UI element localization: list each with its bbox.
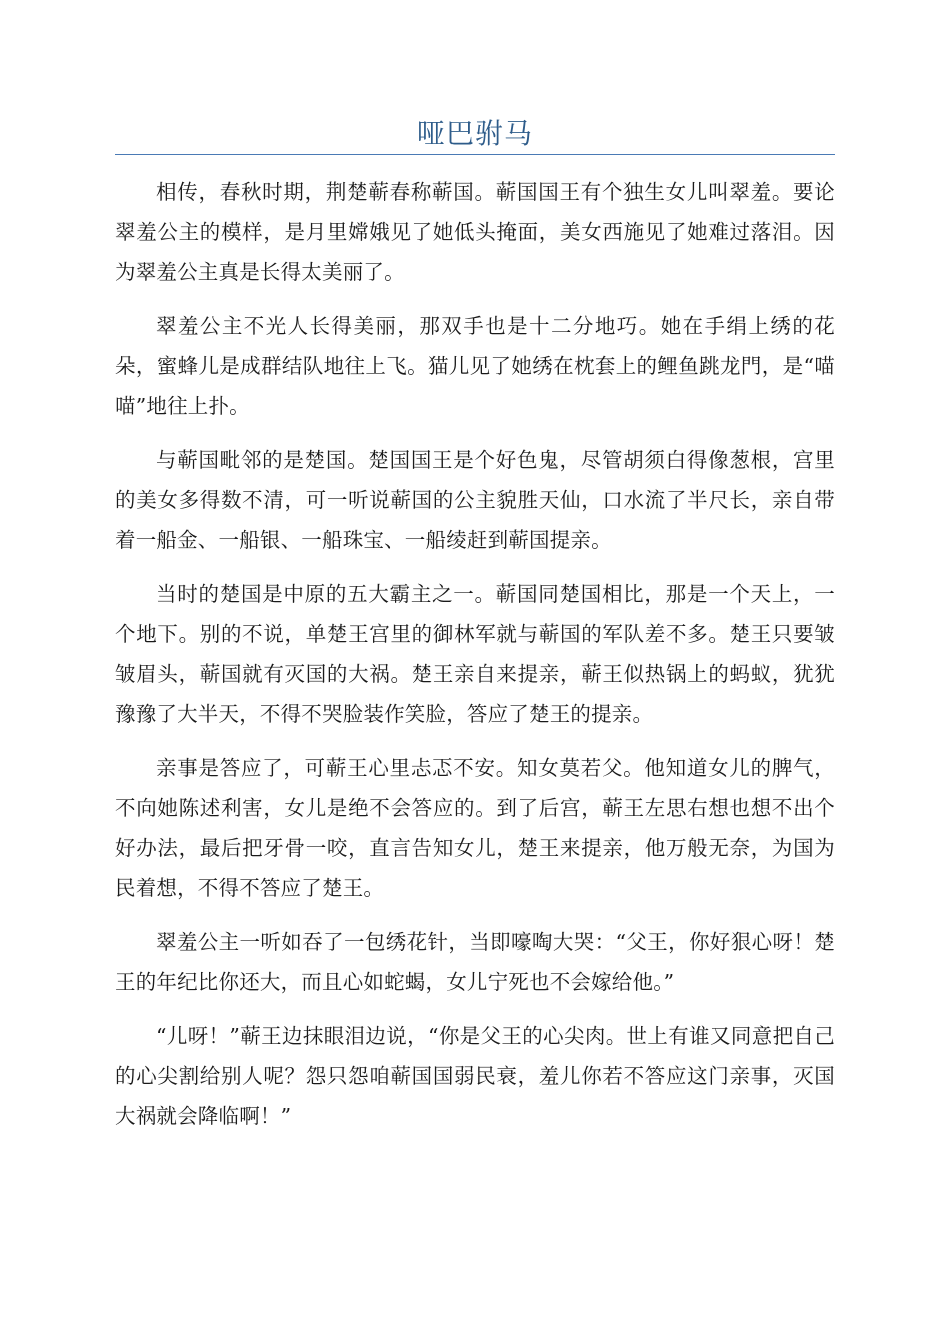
document-body xyxy=(115,172,835,1150)
paragraph: 翠羞公主一听如吞了一包绣花针，当即嚎啕大哭：“父王，你好狠心呀！楚王的年纪比你还大，而且心如蛇蝎，女儿宁死也不会嫁给他。” xyxy=(115,930,835,994)
paragraph: “儿呀！”蕲王边抹眼泪边说，“你是父王的心尖肉。世上有谁又同意把自己的心尖割给别人呢？怨只怨咱蕲国国弱民衰，羞儿你若不答应这门亲事，灭国大祸就会降临啊！” xyxy=(115,1024,835,1128)
title-underline xyxy=(115,154,835,155)
paragraph: 与蕲国毗邻的是楚国。楚国国王是个好色鬼，尽管胡须白得像葱根，宫里的美女多得数不清，可一听说蕲国的公主貌胜天仙，口水流了半尺长，亲自带着一船金、一船银、一船珠宝、一船绫赶到蕲国提亲。 xyxy=(115,448,835,552)
paragraph: 亲事是答应了，可蕲王心里忐忑不安。知女莫若父。他知道女儿的脾气，不向她陈述利害，女儿是绝不会答应的。到了后宫，蕲王左思右想也想不出个好办法，最后把牙骨一咬，直言告知女儿，楚王来提亲，他万般无奈，为国为民着想，不得不答应了楚王。 xyxy=(115,756,835,900)
paragraph: 当时的楚国是中原的五大霸主之一。蕲国同楚国相比，那是一个天上，一个地下。别的不说，单楚王宫里的御林军就与蕲国的军队差不多。楚王只要皱皱眉头，蕲国就有灭国的大祸。楚王亲自来提亲，蕲王似热锅上的蚂蚁，犹犹豫豫了大半天，不得不哭脸装作笑脸，答应了楚王的提亲。 xyxy=(115,582,835,726)
paragraph: 翠羞公主不光人长得美丽，那双手也是十二分地巧。她在手绢上绣的花朵，蜜蜂儿是成群结队地往上飞。猫儿见了她绣在枕套上的鲤鱼跳龙門，是“喵喵”地往上扑。 xyxy=(115,314,835,418)
document-title: 哑巴驸马 xyxy=(416,117,533,150)
paragraph: 相传，春秋时期，荆楚蕲春称蕲国。蕲国国王有个独生女儿叫翠羞。要论翠羞公主的模样，是月里嫦娥见了她低头掩面，美女西施见了她难过落泪。因为翠羞公主真是长得太美丽了。 xyxy=(115,180,835,284)
